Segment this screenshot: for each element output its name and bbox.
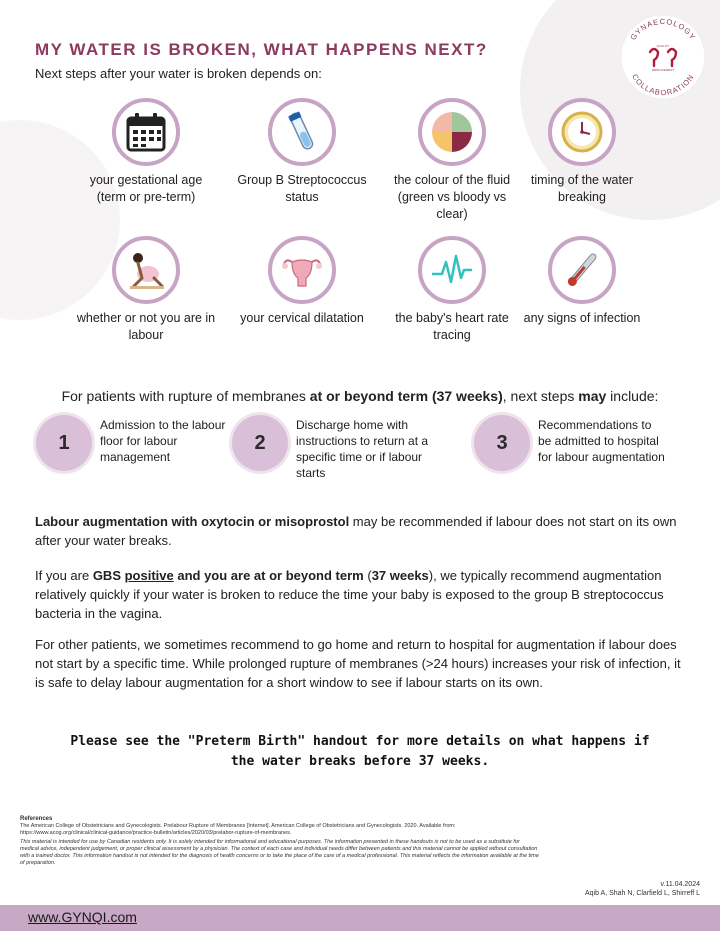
factor-in-labour — [76, 236, 216, 344]
factor-gbs-status — [232, 98, 372, 206]
factor-label: whether or not you are in labour — [76, 311, 216, 342]
svg-text:GYNAECOLOGY: GYNAECOLOGY — [628, 16, 698, 42]
website-link[interactable]: www.GYNQI.com — [28, 909, 137, 925]
paragraph-gbs: If you are GBS positive and you are at or beyond term (37 weeks), we typically recommend augmentation relatively quickly if your water is broken to reduce the time your baby is exposed to the group B streptococcus bacteria in the vagina. — [35, 568, 664, 621]
page-title: MY WATER IS BROKEN, WHAT HAPPENS NEXT? — [35, 40, 488, 59]
calendar-icon — [124, 110, 168, 154]
term-section-heading: For patients with rupture of membranes at or beyond term (37 weeks), next steps may include: — [61, 388, 659, 404]
factor-fluid-colour — [382, 98, 522, 223]
factor-label: the baby's heart rate tracing — [395, 311, 509, 342]
option-number-badge: 3 — [474, 415, 530, 471]
factor-label: Group B Streptococcus status — [237, 173, 367, 204]
gynaecology-collaboration-logo — [620, 14, 706, 100]
svg-text:COLLABORATION: COLLABORATION — [630, 72, 696, 98]
thermometer-icon — [560, 248, 604, 292]
factor-infection — [512, 236, 652, 327]
option-number-badge: 1 — [36, 415, 92, 471]
references-heading: References — [20, 816, 53, 822]
clock-icon — [560, 110, 604, 154]
references — [20, 816, 540, 867]
heart-rate-icon — [430, 248, 474, 292]
factor-label: your cervical dilatation — [240, 311, 364, 325]
factor-cervical-dilatation — [232, 236, 372, 327]
option-text: Discharge home with instructions to return at a specific time or if labour starts — [296, 418, 429, 480]
version-info: v.11.04.2024 Aqib A, Shah N, Clarfield L, Shirreff L — [584, 881, 700, 897]
svg-text:IMPROVEMENT: IMPROVEMENT — [651, 68, 675, 72]
pregnant-woman-icon — [124, 248, 168, 292]
option-text: Recommendations to be admitted to hospital for labour augmentation — [538, 418, 665, 464]
pie-icon — [430, 110, 474, 154]
preterm-birth-note: Please see the "Preterm Birth" handout for more details on what happens if the water breaks before 37 weeks. — [70, 734, 650, 769]
paragraph-augmentation: Labour augmentation with oxytocin or misoprostol may be recommended if labour does not start on its own after your water breaks. — [35, 514, 677, 548]
page-subtitle: Next steps after your water is broken depends on: — [35, 66, 322, 81]
factor-label: your gestational age (term or pre-term) — [89, 173, 203, 204]
factor-label: the colour of the fluid (green vs bloody vs clear) — [393, 173, 511, 221]
factor-label: timing of the water breaking — [530, 173, 634, 204]
disclaimer: This material is intended for use by Canadian residents only. It is solely intended for informational and educational purposes. The information presented in these handouts is not to be used as a substitute for medical advice, independent judgement, or proper clinical assessment by a physician. The context of each case and individual needs differ between patients and this material cannot be applied without consultation with a trained doctor. This information handout is not intended for the diagnosis of health concerns or to take the place of the care of a medical professional. This material reflects the information available at the time of preparation. — [20, 839, 539, 866]
uterus-icon — [280, 248, 324, 292]
footer-bar — [0, 905, 720, 931]
option-text: Admission to the labour floor for labour management — [100, 418, 226, 464]
paragraph-other-patients: For other patients, we sometimes recommend to go home and return to hospital for augmentation if labour does not start by a specific time. While prolonged rupture of membranes (>24 hours) increases your risk of infection, it is safe to delay labour augmentation for a short window to see if labour starts on its own. — [35, 637, 681, 690]
option-number-badge: 2 — [232, 415, 288, 471]
test-tube-icon — [280, 110, 324, 154]
references-citation: The American College of Obstetricians and Gynecologists. Prelabour Rupture of Membranes [Internet]. American College of Obstetricians and Gynecologists. 2020. Available from: https://www.acog.org/clinical/clinical-guidance/practice-bulletin/articles/2020/03/prelabor-rupture-of-membranes. — [20, 823, 456, 836]
factor-heart-rate — [382, 236, 522, 344]
svg-text:QUALITY: QUALITY — [656, 44, 670, 48]
factor-gestational-age — [76, 98, 216, 206]
factor-timing — [512, 98, 652, 206]
factor-label: any signs of infection — [523, 311, 641, 325]
